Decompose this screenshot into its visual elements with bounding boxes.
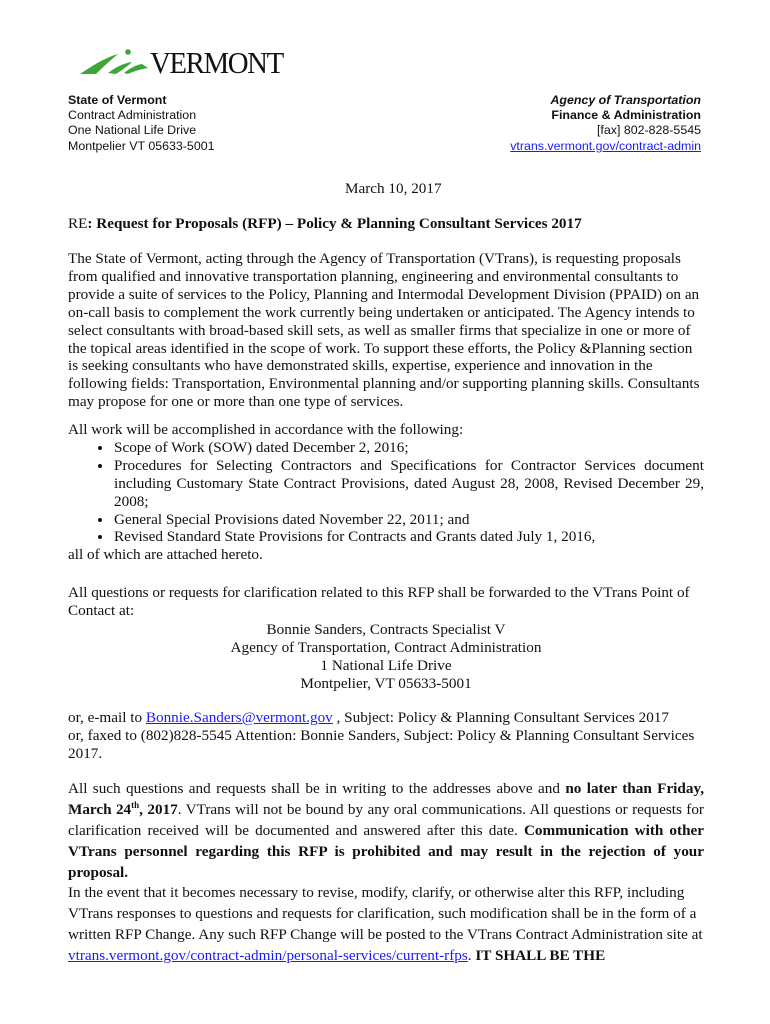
- list-item: • Scope of Work (SOW) dated December 2, 2016;: [113, 439, 704, 457]
- office-name: Contract Administration: [68, 108, 197, 123]
- agency-block: [510, 93, 701, 154]
- state-name: State of Vermont: [68, 93, 167, 107]
- subject-text: : Request for Proposals (RFP) – Policy & Planning Consultant Services 2017: [87, 215, 582, 232]
- list-item: • Revised Standard State Provisions for Contracts and Grants dated July 1, 2016,: [113, 528, 704, 546]
- email-fax-paragraph: [68, 709, 704, 763]
- questions-paragraph: All questions or requests for clarification related to this RFP shall be forwarded to the VTrans Point of Contact at:: [68, 584, 690, 619]
- agency-fax: [fax] 802-828-5545: [596, 123, 701, 138]
- contact-block: [68, 621, 704, 693]
- contact-name: Bonnie Sanders, Contracts Specialist V: [266, 621, 506, 638]
- sender-address: [68, 93, 215, 154]
- rfp-change-bold: IT SHALL BE THE: [475, 947, 606, 964]
- current-rfps-link[interactable]: vtrans.vermont.gov/contract-admin/personal-services/current-rfps: [68, 947, 468, 964]
- email-subject: , Subject: Policy & Planning Consultant Services 2017: [332, 709, 669, 726]
- email-prefix: or, e-mail to: [68, 709, 146, 726]
- contact-street: 1 National Life Drive: [320, 656, 452, 674]
- street-address: One National Life Drive: [68, 123, 197, 138]
- deadline-text: All such questions and requests shall be in writing to the addresses above and: [68, 780, 566, 797]
- requirements-list: [68, 439, 704, 546]
- requirements-intro: All work will be accomplished in accordance with the following:: [68, 421, 464, 438]
- fax-line: or, faxed to (802)828-5545 Attention: Bonnie Sanders, Subject: Policy & Planning Consultant Services 2017.: [68, 726, 695, 762]
- contact-email-link[interactable]: Bonnie.Sanders@vermont.gov: [145, 709, 333, 726]
- rfp-change-paragraph: [68, 882, 704, 966]
- contact-agency: Agency of Transportation, Contract Administration: [230, 638, 542, 656]
- deadline-date-suffix: th: [131, 799, 140, 810]
- agency-division: Finance & Administration: [551, 108, 701, 123]
- deadline-year: , 2017: [139, 801, 178, 818]
- rfp-change-period: .: [467, 947, 476, 964]
- rfp-change-text: In the event that it becomes necessary to revise, modify, clarify, or otherwise alter this RFP, including VTrans responses to questions and requests for clarification, such modification shall be in the form of a written RFP Change. Any such RFP Change will be posted to the VTrans Contract Administration site at: [68, 884, 703, 943]
- deadline-date-part: no later than Friday, March 24: [68, 780, 704, 818]
- intro-paragraph: The State of Vermont, acting through the Agency of Transportation (VTrans), is requesting proposals from qualified and innovative transportation planning, engineering and environmental consultants to provide a suite of services to the Policy, Planning and Intermodal Development Division (PPAID) on an on-call basis to complement the work currently being undertaken or anticipated. The Agency intends to select consultants with broad-based skill sets, as well as smaller firms that specialize in one or more of the topical areas identified in the scope of work. To support these efforts, the Policy &Planning section is seeking consultants who have demonstrated skills, expertise, experience and innovation in the following fields: Transportation, Environmental planning and/or supporting planning skills. Consultants may propose for one or more than one type of services.: [68, 250, 700, 411]
- city-address: Montpelier VT 05633-5001: [68, 138, 215, 153]
- agency-website-link[interactable]: vtrans.vermont.gov/contract-admin: [510, 138, 701, 153]
- subject-label: RE: [68, 215, 88, 232]
- letter-date: March 10, 2017: [345, 180, 442, 197]
- contact-city: Montpelier, VT 05633-5001: [300, 674, 472, 692]
- requirements-section: [68, 421, 704, 564]
- requirements-outro: all of which are attached hereto.: [68, 546, 263, 564]
- deadline-paragraph: [68, 778, 704, 883]
- agency-title: Agency of Transportation: [550, 93, 701, 107]
- communication-warning: Communication with other VTrans personnel regarding this RFP is prohibited and may result in the rejection of your proposal.: [68, 822, 705, 881]
- email-line: [68, 709, 704, 727]
- deadline-note: . VTrans will not be bound by any oral communications. All questions or requests for clarification received will be documented and answered after this date.: [68, 801, 704, 839]
- list-item: • General Special Provisions dated November 22, 2011; and: [113, 511, 704, 529]
- vermont-logo-wordmark: VERMONT: [150, 45, 283, 80]
- subject-line: [68, 215, 582, 233]
- list-item: • Procedures for Selecting Contractors and Specifications for Contractor Services document including Customary State Contract Provisions, dated August 28, 2008, Revised December 29, 2008;: [113, 457, 704, 511]
